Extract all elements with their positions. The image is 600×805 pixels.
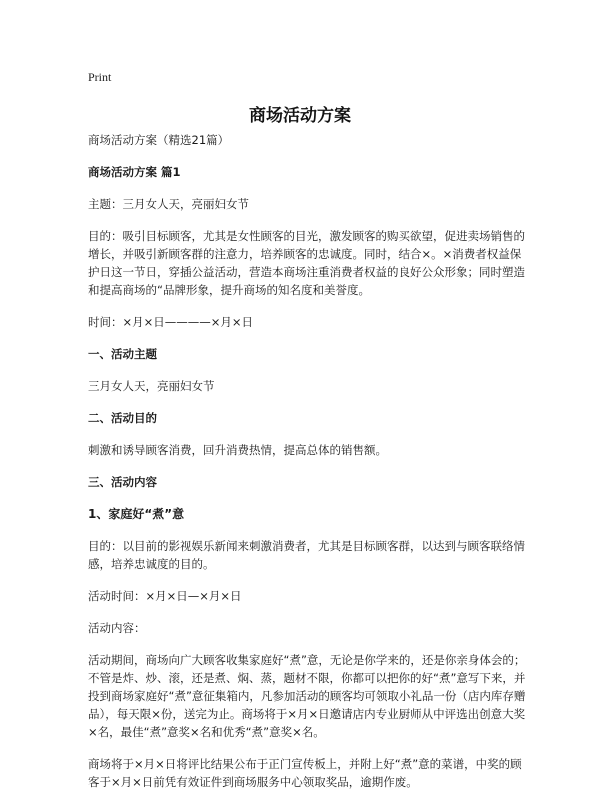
heading-activity-content: 三、活动内容 xyxy=(88,475,157,489)
theme-line: 主题：三月女人天，亮丽妇女节 xyxy=(88,197,249,211)
time-line: 时间：×月×日————×月×日 xyxy=(88,315,254,329)
activity-theme-text: 三月女人天，亮丽妇女节 xyxy=(88,379,215,393)
subheading-family-ideas: 1、家庭好“煮”意 xyxy=(88,507,185,521)
family-ideas-time: 活动时间：×月×日—×月×日 xyxy=(88,589,242,603)
doc-subtitle: 商场活动方案（精选21篇） xyxy=(88,133,230,147)
family-ideas-purpose: 目的：以目前的影视娱乐新闻来刺激消费者，尤其是目标顾客群，以达到与顾客联络情感，培养忠诚度的目的。 xyxy=(88,539,525,571)
heading-activity-purpose: 二、活动目的 xyxy=(88,411,157,425)
heading-activity-theme: 一、活动主题 xyxy=(88,347,157,361)
activity-purpose-text: 刺激和诱导顾客消费，回升消费热情，提高总体的销售额。 xyxy=(88,443,387,457)
purpose-paragraph: 目的：吸引目标顾客，尤其是女性顾客的目光，激发顾客的购买欲望，促进卖场销售的增长，并吸引新顾客群的注意力，培养顾客的忠诚度。同时，结合×。×消费者权益保护日这一节日，穿插公益活动，营造本商场注重消费者权益的良好公众形象；同时塑造和提高商场的“品牌形象，提升商场的知名度和美誉度。 xyxy=(88,229,525,297)
print-label: Print xyxy=(88,70,112,84)
family-ideas-content-body: 活动期间，商场向广大顾客收集家庭好“煮”意，无论是你学来的，还是你亲身体会的；不管是炸、炒、滚，还是煮、焖、蒸，题材不限，你都可以把你的好“煮”意写下来，并投到商场家庭好“煮”意征集箱内，凡参加活动的顾客均可领取小礼品一份（店内库存赠品），每天限×份，送完为止。商场将于×月×日邀请店内专业厨师从中评选出创意大奖×名，最佳“煮”意奖×名和优秀“煮”意奖×名。 xyxy=(88,653,526,739)
document-body xyxy=(88,131,528,805)
section-title: 商场活动方案 篇1 xyxy=(88,165,181,179)
family-ideas-content-label: 活动内容： xyxy=(88,621,146,635)
page-title: 商场活动方案 xyxy=(249,106,351,126)
family-ideas-result: 商场将于×月×日将评比结果公布于正门宣传板上，并附上好“煮”意的菜谱，中奖的顾客于×月×日前凭有效证件到商场服务中心领取奖品，逾期作废。 xyxy=(88,757,522,789)
